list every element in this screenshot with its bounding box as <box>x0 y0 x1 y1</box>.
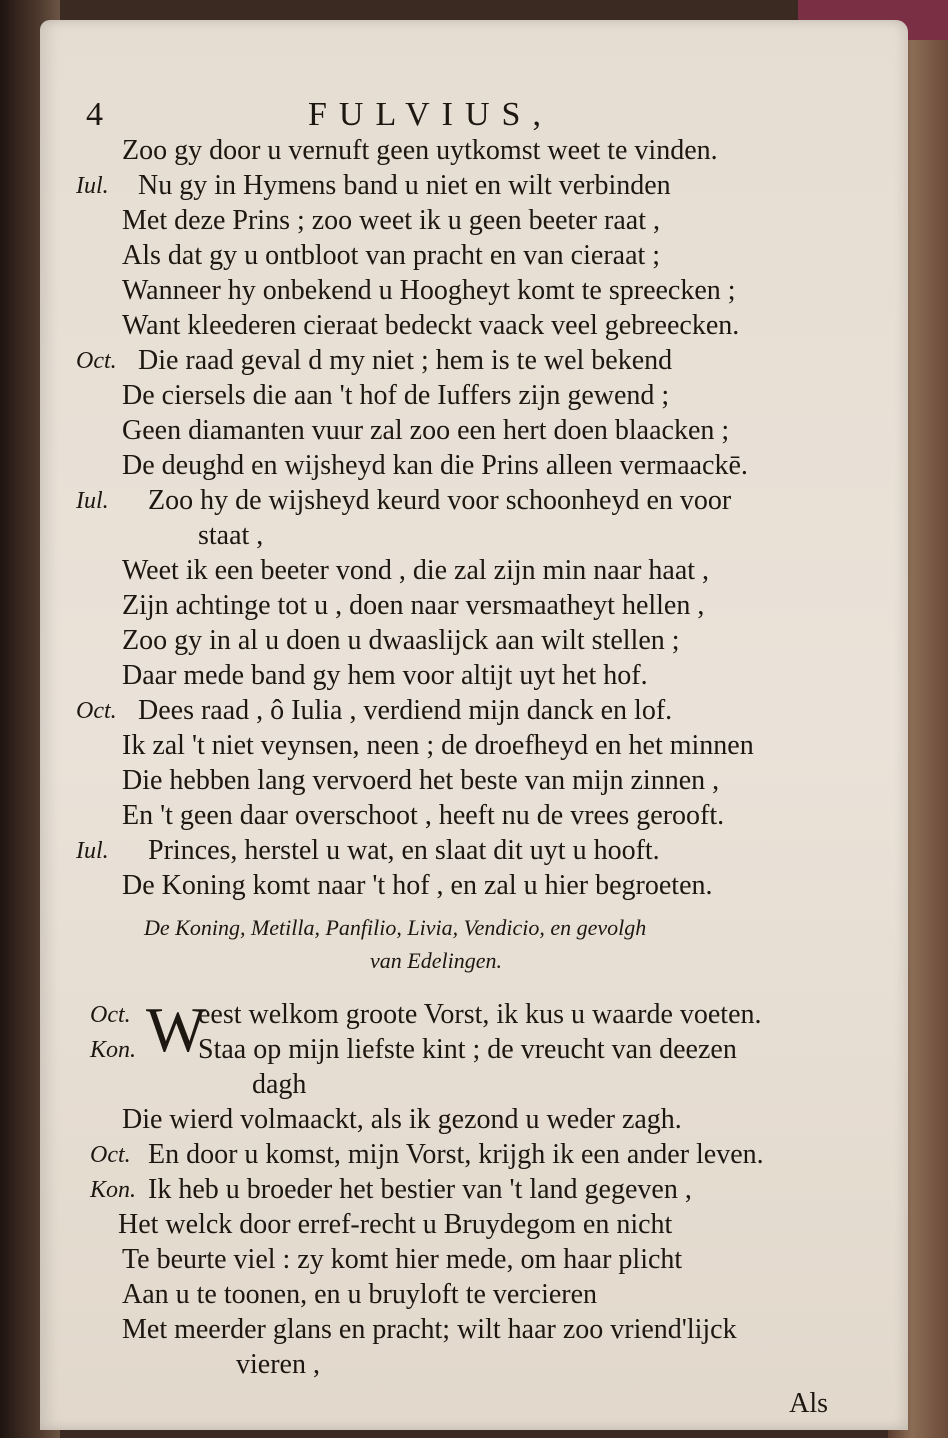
verse-line: Als dat gy u ontbloot van pracht en van cieraat ; <box>122 240 661 271</box>
page-number: 4 <box>86 96 103 133</box>
verse-line: Wanneer hy onbekend u Hoogheyt komt te spreecken ; <box>122 275 736 306</box>
running-title: FULVIUS, <box>308 96 553 133</box>
verse-line: Zoo gy in al u doen u dwaaslijck aan wilt stellen ; <box>122 625 680 656</box>
verse-line: staat , <box>198 520 264 551</box>
verse-line: Want kleederen cieraat bedeckt vaack veel gebreecken. <box>122 310 740 341</box>
speaker-label: Oct. <box>90 1002 131 1028</box>
verse-line: dagh <box>252 1069 307 1100</box>
speaker-label: Kon. <box>90 1177 137 1203</box>
verse-line: De Koning komt naar 't hof , en zal u hier begroeten. <box>122 870 713 901</box>
verse-line: vieren , <box>236 1349 320 1380</box>
page-header <box>40 92 908 136</box>
verse-line: eest welkom groote Vorst, ik kus u waarde voeten. <box>198 999 762 1030</box>
verse-line: Die raad geval d my niet ; hem is te wel bekend <box>138 345 673 376</box>
verse-line: Zijn achtinge tot u , doen naar versmaatheyt hellen , <box>122 590 705 621</box>
verse-line: Het welck door erref-recht u Bruydegom en nicht <box>118 1209 673 1240</box>
speaker-label: Iul. <box>76 173 109 199</box>
verse-line: Aan u te toonen, en u bruyloft te vercieren <box>122 1279 598 1310</box>
verse-line: Dees raad , ô Iulia , verdiend mijn danck en lof. <box>138 695 673 726</box>
verse-line: De deughd en wijsheyd kan die Prins alleen vermaackē. <box>122 450 748 481</box>
verse-line: Met deze Prins ; zoo weet ik u geen beeter raat , <box>122 205 661 236</box>
verse-line: En door u komst, mijn Vorst, krijgh ik een ander leven. <box>148 1139 764 1170</box>
verse-line: Ik heb u broeder het bestier van 't land gegeven , <box>148 1174 692 1205</box>
verse-line: Nu gy in Hymens band u niet en wilt verbinden <box>138 170 671 201</box>
speaker-label: Kon. <box>90 1037 137 1063</box>
speaker-label: Iul. <box>76 838 109 864</box>
verse-line: Te beurte viel : zy komt hier mede, om haar plicht <box>122 1244 683 1275</box>
verse-line: Princes, herstel u wat, en slaat dit uyt u hooft. <box>148 835 660 866</box>
verse-line: Staa op mijn liefste kint ; de vreucht van deezen <box>198 1034 737 1065</box>
verse-line: En 't geen daar overschoot , heeft nu de vrees gerooft. <box>122 800 725 831</box>
verse-line: Geen diamanten vuur zal zoo een hert doen blaacken ; <box>122 415 730 446</box>
verse-line: De ciersels die aan 't hof de Iuffers zijn gewend ; <box>122 380 670 411</box>
verse-line: Ik zal 't niet veynsen, neen ; de droefheyd en het minnen <box>122 730 754 761</box>
verse-line: Weet ik een beeter vond , die zal zijn min naar haat , <box>122 555 710 586</box>
verse-line: Zoo hy de wijsheyd keurd voor schoonheyd en voor <box>148 485 732 516</box>
speaker-label: Oct. <box>76 698 117 724</box>
catchword: Als <box>789 1388 828 1419</box>
verse-line: Met meerder glans en pracht; wilt haar zoo vriend'lijck <box>122 1314 737 1345</box>
speaker-label: Iul. <box>76 488 109 514</box>
verse-line: Daar mede band gy hem voor altijt uyt het hof. <box>122 660 648 691</box>
stage-direction: van Edelingen. <box>370 948 502 973</box>
speaker-label: Oct. <box>90 1142 131 1168</box>
verse-line: Die hebben lang vervoerd het beste van mijn zinnen , <box>122 765 720 796</box>
stage-direction: De Koning, Metilla, Panfilio, Livia, Vendicio, en gevolgh <box>144 915 647 940</box>
speaker-label: Oct. <box>76 348 117 374</box>
book-page <box>40 20 908 1430</box>
verse-line: Zoo gy door u vernuft geen uytkomst weet te vinden. <box>122 135 718 166</box>
verse-line: Die wierd volmaackt, als ik gezond u weder zagh. <box>122 1104 682 1135</box>
drop-cap: W <box>146 994 207 1065</box>
